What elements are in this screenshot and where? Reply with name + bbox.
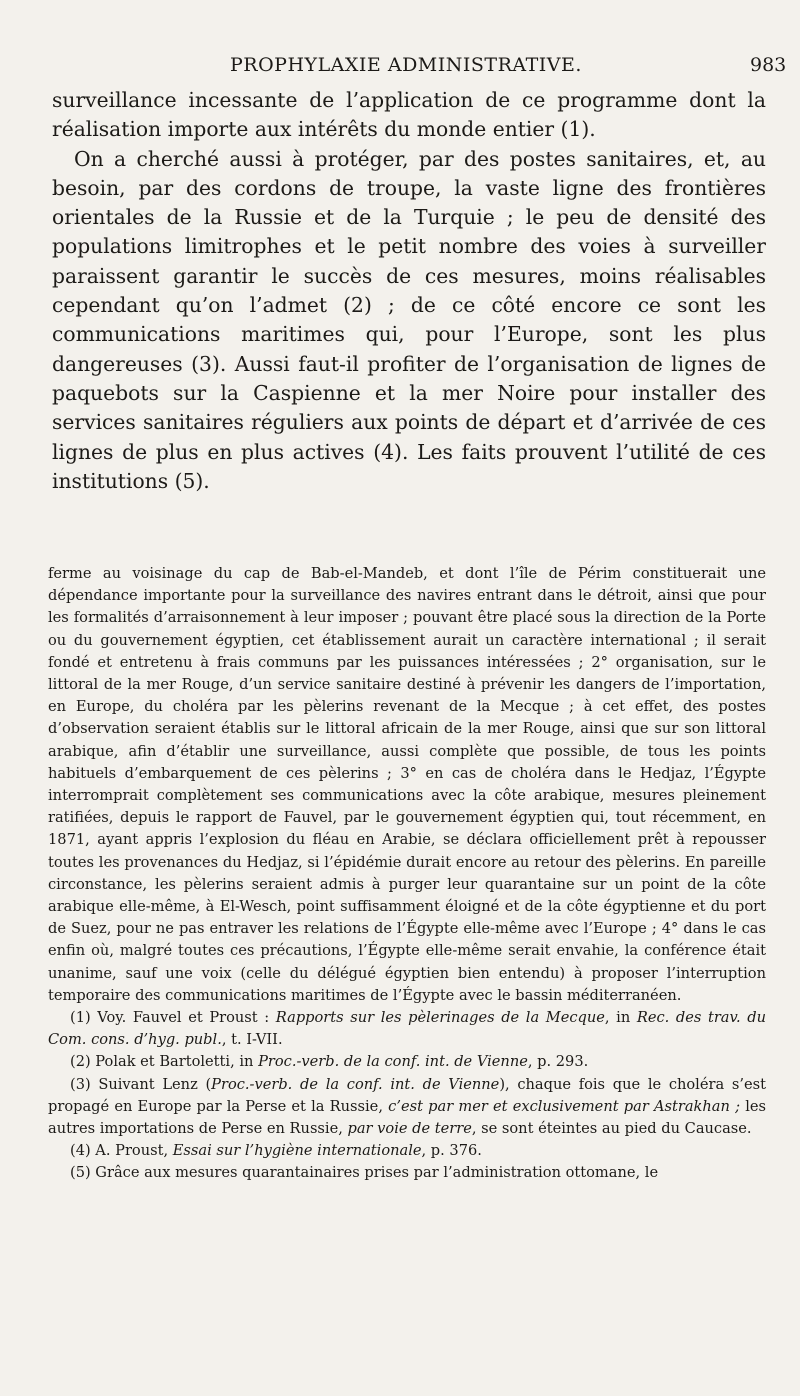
footnote-3: (3) Suivant Lenz (Proc.-verb. de la conf. int. de Vienne), chaque fois que le choléra s’est propagé en Europe par la Perse et la Russie, c’est par mer et exclusivement par Astrakhan ; les autres importations de Perse en Russie, par voie de terre, se sont éteintes au pied du Caucase. [48, 1075, 767, 1138]
main-text [52, 86, 766, 496]
footnote-4: (4) A. Proust, Essai sur l’hygiène internationale, p. 376. [70, 1142, 482, 1160]
page-number: 983 [750, 54, 787, 76]
footnote-5: (5) Grâce aux mesures quarantainaires prises par l’administration ottomane, le [70, 1164, 659, 1182]
footnote-1: (1) Voy. Fauvel et Proust : Rapports sur les pèlerinages de la Mecque, in Rec. des trav. du Com. cons. d’hyg. publ., t. I-VII. [48, 1009, 766, 1049]
footnote-2: (2) Polak et Bartoletti, in Proc.-verb. de la conf. int. de Vienne, p. 293. [70, 1053, 589, 1071]
footnote-continuation: ferme au voisinage du cap de Bab-el-Mandeb, et dont l’île de Périm constituerait une dépendance importante pour la surveillance des navires entrant dans le détroit, ainsi que pour les formalités d’arraisonnement à leur imposer ; pouvant être placé sous la direction de la Porte ou du gouvernement égyptien, cet établissement aurait un caractère international ; il serait fondé et entretenu à frais communs par les puissances intéressées ; 2° organisation, sur le littoral de la mer Rouge, d’un service sanitaire destiné à prévenir les dangers de l’importation, en Europe, du choléra par les pèlerins revenant de la Mecque ; à cet effet, des postes d’observation seraient établis sur le littoral africain de la mer Rouge, ainsi que sur son littoral arabique, afin d’établir une surveillance, aussi complète que possible, de tous les points habituels d’embarquement de ces pèlerins ; 3° en cas de choléra dans le Hedjaz, l’Égypte interromprait complètement ses communications avec la côte arabique, mesures pleinement ratifiées, depuis le rapport de Fauvel, par le gouvernement égyptien qui, tout récemment, en 1871, ayant appris l’explosion du fléau en Arabie, se déclara officiellement prêt à repousser toutes les provenances du Hedjaz, si l’épidémie durait encore au retour des pèlerins. En pareille circonstance, les pèlerins seraient admis à purger leur quarantaine sur un point de la côte arabique elle-même, à El-Wesch, point suffisamment éloigné et de la côte égyptienne et du port de Suez, pour ne pas entraver les relations de l’Égypte elle-même avec l’Europe ; 4° dans le cas enfin où, malgré toutes ces précautions, l’Égypte elle-même serait envahie, la conférence était unanime, sauf une voix (celle du délégué égyptien bien entendu) à proposer l’interruption temporaire des communications maritimes de l’Égypte avec le bassin méditerranéen. [48, 565, 766, 1004]
running-title: PROPHYLAXIE ADMINISTRATIVE. [230, 54, 582, 76]
paragraph-cordons: On a cherché aussi à protéger, par des postes sanitaires, et, au besoin, par des cordons de troupe, la vaste ligne des frontières orientales de la Russie et de la Turquie ; le peu de densité des populations limitrophes et le petit nombre des voies à surveiller paraissent garantir le succès de ces mesures, moins réalisables cependant qu’on l’admet (2) ; de ce côté encore ce sont les communications maritimes qui, pour l’Europe, sont les plus dangereuses (3). Aussi faut-il profiter de l’organisation de lignes de paquebots sur la Caspienne et la mer Noire pour installer des services sanitaires réguliers aux points de départ et d’arrivée de ces lignes de plus en plus actives (4). Les faits prouvent l’utilité de ces institutions (5). [52, 146, 766, 493]
footnotes [48, 563, 766, 1185]
paragraph-continuation: surveillance incessante de l’application de ce programme dont la réalisation importe aux intérêts du monde entier (1). [52, 88, 766, 142]
page-header [0, 54, 800, 84]
